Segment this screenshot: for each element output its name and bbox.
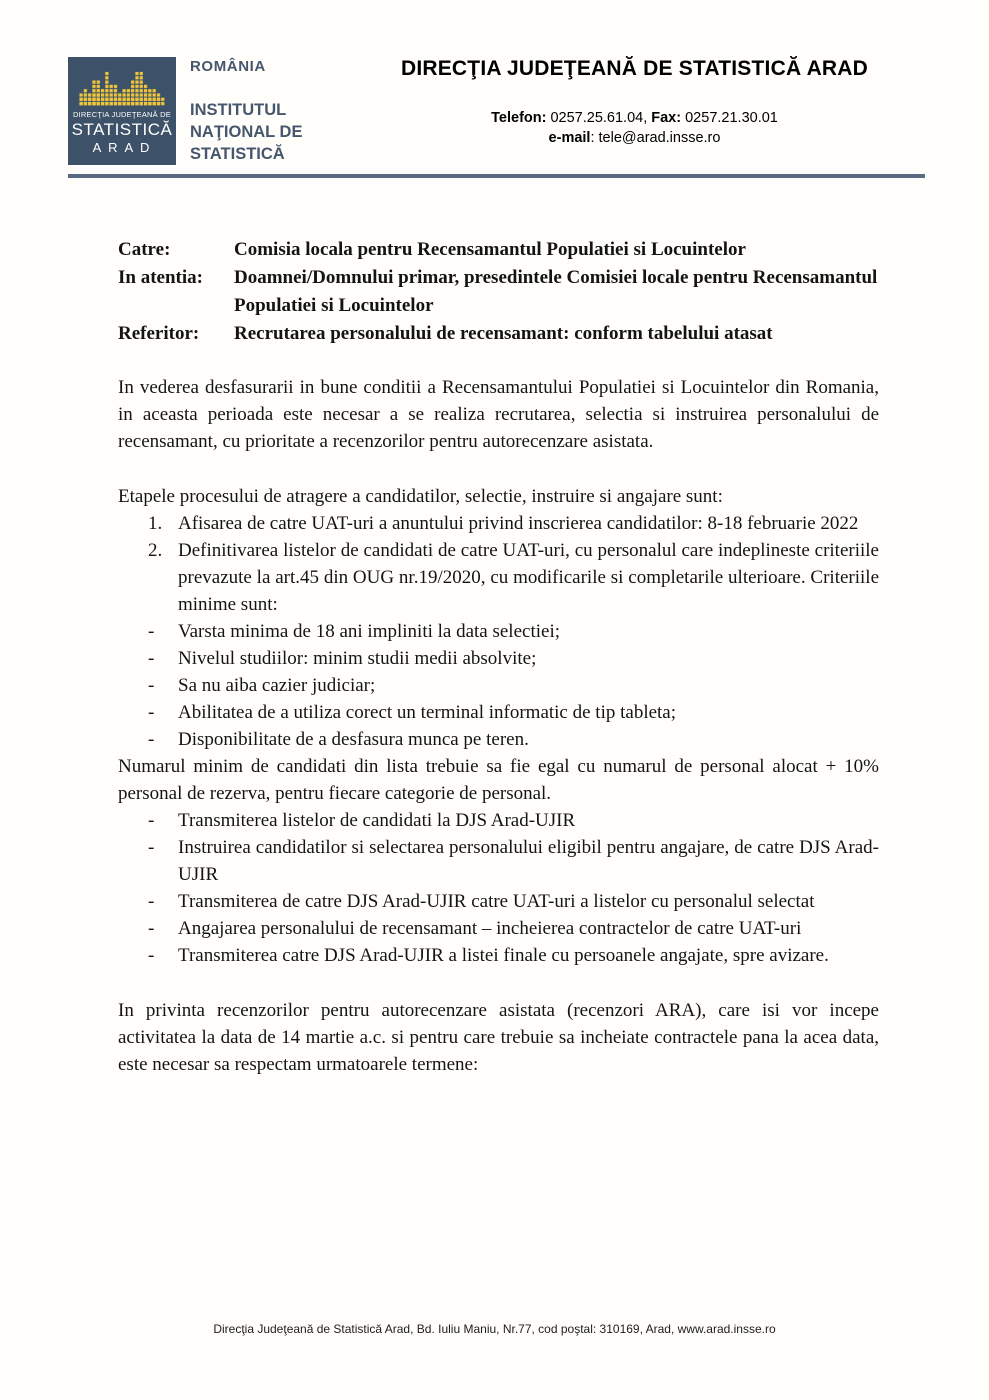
institute-name [190, 99, 340, 165]
institute-block [190, 57, 340, 165]
address-label: In atentia: [118, 267, 203, 288]
paragraph-steps-intro: Etapele procesului de atragere a candidatilor, selectie, instruire si angajare sunt: [118, 486, 723, 507]
statistics-skyline-icon [79, 67, 165, 106]
list-item: - Transmiterea catre DJS Arad-UJIR a listei finale cu persoanele angajate, spre avizare. [118, 942, 879, 969]
address-row [118, 264, 879, 320]
list-item: - Sa nu aiba cazier judiciar; [118, 672, 879, 699]
list-item: - Angajarea personalului de recensamant – incheierea contractelor de catre UAT-uri [118, 915, 879, 942]
paragraph-deadlines: In privinta recenzorilor pentru autorecenzare asistata (recenzori ARA), care isi vor incepe activitatea la data de 14 martie a.c. si pentru care trebuie sa incheiate contractele pana la acea data, este necesar sa respectam urmatoarele termene: [118, 1000, 879, 1075]
list-item: - Abilitatea de a utiliza corect un terminal informatic de tip tableta; [118, 699, 879, 726]
title-block [340, 57, 929, 165]
header-divider [68, 174, 925, 178]
address-row [118, 320, 879, 348]
email-label: e-mail [548, 130, 591, 146]
footer-address: Direcţia Judeţeană de Statistică Arad, Bd. Iuliu Maniu, Nr.77, cod poştal: 310169, Arad, www.arad.insse.ro [213, 1322, 776, 1336]
country-label: ROMÂNIA [190, 58, 266, 75]
address-row [118, 236, 879, 264]
address-value: Doamnei/Domnului primar, presedintele Comisiei locale pentru Recensamantul Populatiei si Locuintelor [234, 267, 878, 316]
email-value: : tele@arad.insse.ro [590, 130, 721, 146]
address-block [118, 236, 879, 348]
djs-arad-logo [68, 57, 176, 165]
logo-text-line1: DIRECŢIA JUDEŢEANĂ DE [73, 110, 171, 119]
fax-label: Fax: [651, 110, 682, 126]
letter-body [118, 236, 879, 1078]
spacer [118, 455, 879, 483]
list-item: - Transmiterea de catre DJS Arad-UJIR catre UAT-uri a listelor cu personalul selectat [118, 888, 879, 915]
list-item: - Varsta minima de 18 ani impliniti la data selectiei; [118, 618, 879, 645]
criteria-list [118, 618, 879, 753]
address-value: Recrutarea personalului de recensamant: conform tabelului atasat [234, 323, 773, 344]
logo-text-line2: STATISTICĂ [71, 120, 173, 139]
list-item: - Transmiterea listelor de candidati la DJS Arad-UJIR [118, 807, 879, 834]
list-item: - Nivelul studiilor: minim studii medii absolvite; [118, 645, 879, 672]
list-item: Definitivarea listelor de candidati de catre UAT-uri, cu personalul care indeplineste criteriile prevazute la art.45 din OUG nr.19/2020, cu modificarile si completarile ulterioare. Criteriile minime sunt: [178, 540, 879, 615]
email-line [340, 130, 929, 146]
address-value: Comisia locala pentru Recensamantul Populatiei si Locuintelor [234, 239, 746, 260]
phone-fax-line [340, 110, 929, 126]
list-item: - Disponibilitate de a desfasura munca pe teren. [118, 726, 879, 753]
process-list [118, 807, 879, 969]
numbered-steps-list [118, 510, 879, 618]
logo-text-line3: A R A D [92, 140, 152, 155]
address-label: Catre: [118, 239, 171, 260]
list-item: - Instruirea candidatilor si selectarea personalului eligibil pentru angajare, de catre DJS Arad-UJIR [118, 834, 879, 888]
fax-value: 0257.21.30.01 [681, 110, 778, 126]
paragraph-intro: In vederea desfasurarii in bune conditii a Recensamantului Populatiei si Locuintelor din Romania, in aceasta perioada este necesar a se realiza recrutarea, selectia si instruirea personalului de recensamant, cu prioritate a recenzorilor pentru autorecenzare asistata. [118, 377, 879, 452]
phone-label: Telefon: [491, 110, 547, 126]
spacer [118, 969, 879, 997]
institute-line: INSTITUTUL [190, 101, 287, 119]
paragraph-minimum-candidates: Numarul minim de candidati din lista trebuie sa fie egal cu numarul de personal alocat + 10% personal de rezerva, pentru fiecare categorie de personal. [118, 756, 879, 804]
institute-line: NAŢIONAL DE [190, 123, 303, 141]
organization-title: DIRECŢIA JUDEŢEANĂ DE STATISTICĂ ARAD [400, 57, 869, 80]
institute-line: STATISTICĂ [190, 145, 285, 163]
phone-value: 0257.25.61.04, [546, 110, 652, 126]
list-item: Afisarea de catre UAT-uri a anuntului privind inscrierea candidatilor: 8-18 februarie 2022 [178, 513, 859, 534]
letterhead [68, 57, 929, 165]
address-label: Referitor: [118, 323, 200, 344]
